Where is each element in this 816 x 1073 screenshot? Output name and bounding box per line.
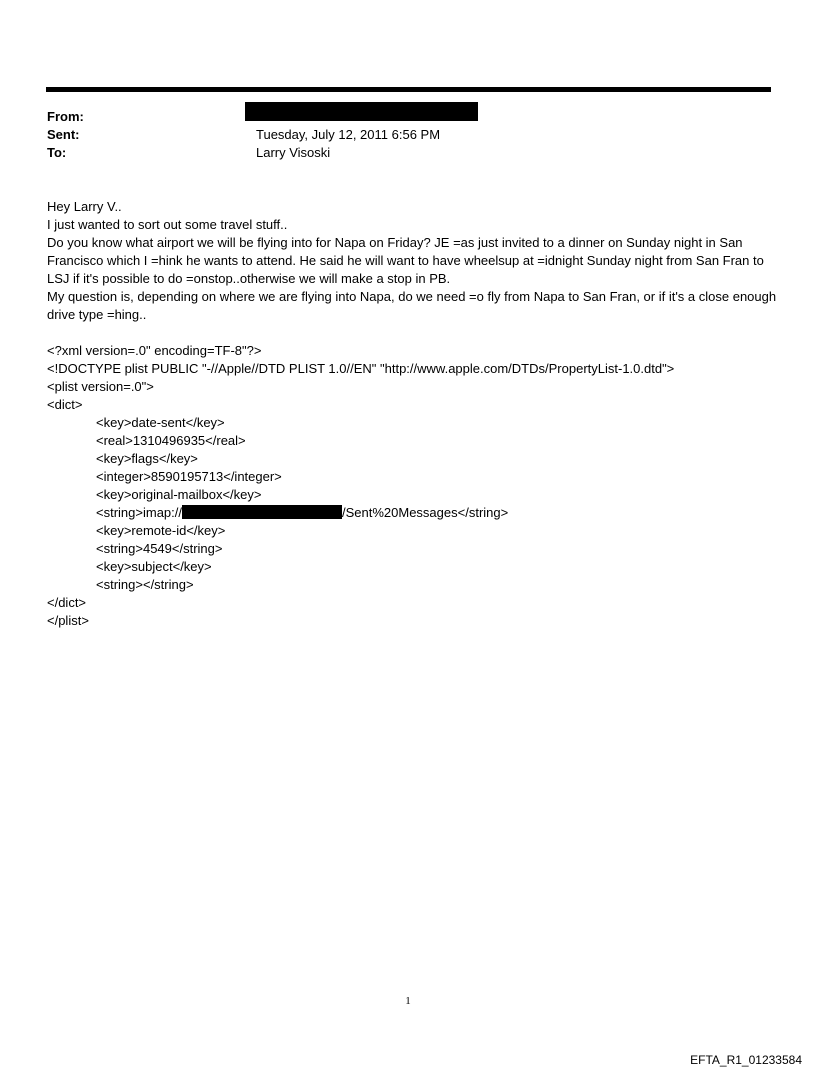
xml-declaration: <?xml version=.0" encoding=TF-8"?> <box>47 343 262 358</box>
xml-key-original-mailbox: <key>original-mailbox</key> <box>96 487 262 502</box>
page-number: 1 <box>405 995 411 1007</box>
xml-plist-open: <plist version=.0"> <box>47 379 154 394</box>
body-line: My question is, depending on where we are flying into Napa, do we need =o fly from Napa to San Fran, or if it's a close enough drive type =hing.. <box>47 289 777 322</box>
body-line: Do you know what airport we will be flying into for Napa on Friday? JE =as just invited to a dinner on Sunday night in San Francisco which I =hink he wants to attend. He said he will want to have wheelsup at =idnight Sunday night from San Fran to LSJ if it's possible to do =onstop..otherwise we will make a stop in PB. <box>47 235 764 286</box>
xml-dict-close: </dict> <box>47 595 87 610</box>
header-divider <box>46 87 771 92</box>
to-value: Larry Visoski <box>256 145 331 160</box>
from-redaction <box>245 102 478 121</box>
xml-subject: <string></string> <box>96 577 194 592</box>
xml-plist-close: </plist> <box>47 613 89 628</box>
imap-prefix: <string>imap:// <box>96 505 182 520</box>
to-label: To: <box>47 145 67 160</box>
sent-label: Sent: <box>47 127 80 142</box>
xml-dict-open: <dict> <box>47 397 83 412</box>
body-line: I just wanted to sort out some travel stuff.. <box>47 217 288 232</box>
plist-xml <box>47 342 674 630</box>
imap-suffix: /Sent%20Messages</string> <box>342 505 509 520</box>
body-line: Hey Larry V.. <box>47 199 122 214</box>
xml-imap-string <box>47 504 674 522</box>
email-body <box>47 198 777 324</box>
xml-doctype: <!DOCTYPE plist PUBLIC "-//Apple//DTD PLIST 1.0//EN" "http://www.apple.com/DTDs/PropertyList-1.0.dtd"> <box>47 361 675 376</box>
xml-remote-id: <string>4549</string> <box>96 541 223 556</box>
xml-integer: <integer>8590195713</integer> <box>96 469 282 484</box>
imap-redaction <box>182 505 342 519</box>
sent-value: Tuesday, July 12, 2011 6:56 PM <box>256 127 441 142</box>
from-label: From: <box>47 109 84 124</box>
xml-key-remote-id: <key>remote-id</key> <box>96 523 226 538</box>
xml-key-date-sent: <key>date-sent</key> <box>96 415 225 430</box>
document-id: EFTA_R1_01233584 <box>690 1053 802 1067</box>
xml-key-subject: <key>subject</key> <box>96 559 212 574</box>
xml-key-flags: <key>flags</key> <box>96 451 198 466</box>
xml-real: <real>1310496935</real> <box>96 433 246 448</box>
